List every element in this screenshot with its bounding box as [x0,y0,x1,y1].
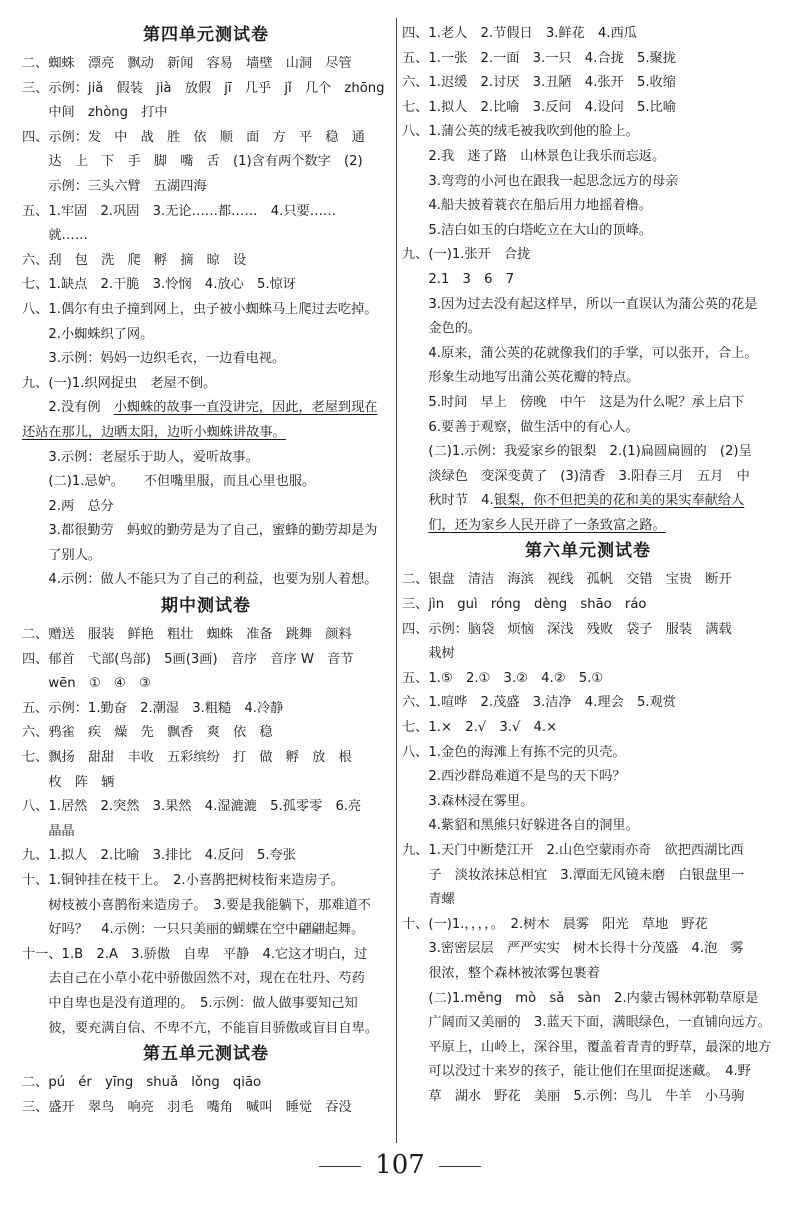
unit6-answers [402,568,774,1109]
answer-line: 八、1.居然 2.突然 3.果然 4.湿漉漉 5.孤零零 6.亮 [22,799,362,815]
answer-line: 四、1.老人 2.节假日 3.鲜花 4.西瓜 [402,26,637,41]
answer-line: 九、1.拟人 2.比喻 3.排比 4.反问 5.夸张 [22,848,296,864]
answer-line: 广阔而又美丽的 3.蓝天下面，满眼绿色，一直铺向远方。 [402,1015,771,1031]
answer-line: 二、蜘蛛 漂亮 飘动 新闻 容易 墙壁 山洞 尽管 [22,56,352,71]
column-divider [396,18,397,1143]
answer-line: 十一、1.B 2.A 3.骄傲 自卑 平静 4.它这才明白，过 [22,946,368,962]
answer-line: 了别人。 [22,547,102,563]
answer-line: 去自己在小草小花中骄傲固然不对，现在在牡丹、芍药 [22,971,365,987]
answer-line: 十、1.铜钟挂在枝干上。 2.小喜鹊把树枝衔来造房子。 [22,873,344,888]
answer-line: 好吗？ 4.示例：一只只美丽的蝴蝶在空中翩翩起舞。 [22,922,365,938]
answer-line: 七、1.拟人 2.比喻 3.反问 4.设问 5.比喻 [402,99,676,115]
answer-line: 六、鸦雀 疾 燥 先 飘香 爽 依 稳 [22,725,273,741]
answer-line: 二、赠送 服装 鲜艳 粗壮 蜘蛛 准备 跳舞 颜料 [22,627,352,643]
footer-dash [319,1166,361,1167]
answer-line: 淡绿色 变深变黄了 (3)清香 3.阳春三月 五月 中 [402,468,750,484]
answer-line: 九、(一)1.张开 合拢 [402,247,531,263]
answer-line: 四、郁首 弋部(鸟部) 5画(3画) 音序 音序 W 音节 [22,651,354,667]
answer-line [22,421,390,446]
answer-line: 3.都很勤劳 蚂蚁的勤劳是为了自己，蜜蜂的勤劳却是为 [22,523,378,539]
answer-line: 九、(一)1.织网捉虫 老屋不倒。 [22,375,217,391]
answer-line: 三、jìn guì róng dèng shāo ráo [402,597,647,613]
answer-line: 4.紫貂和黑熊只好躲进各自的洞里。 [402,818,639,834]
answer-line: 5.洁白如玉的白塔屹立在大山的顶峰。 [402,222,652,238]
answer-line: 七、飘扬 甜甜 丰收 五彩缤纷 打 做 孵 放 根 [22,750,352,766]
answer-line: 金色的。 [402,321,482,337]
answer-line: 3.因为过去没有起这样早，所以一直误认为蒲公英的花是 [402,296,758,312]
answer-line: 六、1.迟缓 2.讨厌 3.丑陋 4.张开 5.收缩 [402,75,676,91]
answer-line: 3.弯弯的小河也在跟我一起思念远方的母亲 [402,173,679,189]
left-column [22,22,390,1120]
answer-line: 五、1.一张 2.一面 3.一只 4.合拢 5.聚拢 [402,50,676,66]
underlined-answer: 小蜘蛛的故事一直没讲完，因此，老屋到现在 [113,400,378,416]
midterm-answers [22,623,390,1041]
unit5-answers [22,1071,390,1120]
underlined-answer: 银梨，你不但把美的花和美的果实奉献给人 [493,493,745,509]
answer-line: 四、示例：脑袋 烦恼 深浅 残败 袋子 服装 满载 [402,621,732,637]
answer-line [402,489,774,514]
answer-line: 六、刮 包 洗 爬 孵 摘 晾 设 [22,252,247,268]
section-title-midterm: 期中测试卷 [161,596,251,617]
answer-line: 六、1.喧哗 2.茂盛 3.洁净 4.理会 5.观赏 [402,695,676,711]
answer-line: 栽树 [402,646,455,662]
answer-line: 枚 阵 辆 [22,774,115,790]
answer-prefix: 秋时节 4. [402,493,494,509]
unit4-answers [22,52,390,593]
answer-line: 中间 zhòng 打中 [22,105,168,121]
answer-line [402,514,774,539]
answer-line: (二)1.示例：我爱家乡的银梨 2.(1)扁圆扁圆的 (2)呈 [402,444,752,460]
answer-line: 3.密密层层 严严实实 树木长得十分茂盛 4.泡 雾 [402,941,744,957]
answer-line: 可以没过十来岁的孩子，能让他们在里面捉迷藏。 4.野 [402,1064,751,1080]
answer-line: 五、1.牢固 2.巩固 3.无论……都…… 4.只要…… [22,203,337,219]
right-column [402,22,774,1110]
answer-line: 八、1.蒲公英的绒毛被我吹到他的脸上。 [402,124,639,140]
answer-line: 二、银盘 清洁 海滨 视线 孤帆 交错 宝贵 断开 [402,572,732,588]
answer-line: 八、1.金色的海滩上有拣不完的贝壳。 [402,744,626,760]
unit5-answers-continued [402,22,774,538]
answer-line: 示例：三头六臂 五湖四海 [22,178,207,194]
section-title-unit6: 第六单元测试卷 [525,541,651,562]
answer-line: 子 淡妆浓抹总相宜 3.潭面无风镜未磨 白银盘里一 [402,867,745,883]
answer-line: 五、1.⑤ 2.① 3.② 4.② 5.① [402,670,604,686]
answer-line: 平原上，山岭上，深谷里，覆盖着青青的野草，最深的地方 [402,1039,772,1055]
answer-line: 晶晶 [22,823,75,839]
answer-line: wēn ① ④ ③ [22,676,151,692]
answer-line [22,396,390,421]
page-number: 107 [375,1150,425,1180]
answer-line: 5.时间 早上 傍晚 中午 这是为什么呢？承上启下 [402,394,745,410]
page-footer [0,1150,800,1180]
answer-line: 2.两 总分 [22,498,114,514]
answer-line: 中自卑也是没有道理的。 5.示例：做人做事要知己知 [22,995,358,1011]
answer-line: 青螺 [402,892,455,908]
answer-line: 树枝被小喜鹊衔来造房子。 3.要是我能躺下，那难道不 [22,897,371,913]
answer-line: 七、1.× 2.√ 3.√ 4.× [402,720,558,736]
answer-line: 形象生动地写出蒲公英花瓣的特点。 [402,370,640,386]
footer-dash [439,1166,481,1167]
answer-line: 就…… [22,228,88,244]
answer-line: 很浓，整个森林被浓雾包裹着 [402,965,600,981]
section-title-unit4: 第四单元测试卷 [143,25,269,45]
answer-line: 四、示例：发 中 战 胜 依 顺 面 方 平 稳 通 [22,129,365,145]
answer-line: 十、(一)1.，，，，。 2.树木 晨雾 阳光 草地 野花 [402,916,708,932]
answer-line: (二)1.měng mò sǎ sàn 2.内蒙古锡林郭勒草原是 [402,990,759,1006]
answer-line: 三、示例：jiǎ 假装 jià 放假 jī 几乎 jǐ 几个 zhōng [22,80,385,96]
answer-line: 4.船夫披着蓑衣在船后用力地摇着橹。 [402,198,652,214]
answer-line: 2.我 迷了路 山林景色让我乐而忘返。 [402,148,666,164]
answer-line: 4.示例：做人不能只为了自己的利益，也要为别人着想。 [22,572,378,588]
answer-line: 3.示例：老屋乐于助人，爱听故事。 [22,449,259,465]
answer-line: 三、盛开 翠鸟 响亮 羽毛 嘴角 喊叫 睡觉 吞没 [22,1099,352,1115]
answer-line: 4.原来，蒲公英的花就像我们的手掌，可以张开，合上。 [402,345,758,361]
answer-line: (二)1.忌妒。 不但嘴里服，而且心里也服。 [22,474,316,490]
answer-line: 2.1 3 6 7 [402,271,515,287]
answer-line: 3.森林浸在雾里。 [402,793,534,809]
answer-line: 2.小蜘蛛织了网。 [22,326,154,342]
answer-line: 达 上 下 手 脚 嘴 舌 (1)含有两个数字 (2) [22,154,363,170]
answer-line: 3.示例：妈妈一边织毛衣，一边看电视。 [22,351,286,367]
answer-line: 草 湖水 野花 美丽 5.示例：鸟儿 牛羊 小马驹 [402,1088,745,1104]
answer-line: 七、1.缺点 2.干脆 3.怜悯 4.放心 5.惊讶 [22,277,296,293]
answer-line: 八、1.偶尔有虫子撞到网上，虫子被小蜘蛛马上爬过去吃掉。 [22,301,378,317]
underlined-answer: 还站在那儿，边晒太阳，边听小蜘蛛讲故事。 [22,424,286,440]
answer-line: 二、pú ér yīng shuǎ lǒng qiāo [22,1075,262,1091]
section-title-unit5: 第五单元测试卷 [143,1044,269,1065]
answer-line: 2.西沙群岛难道不是鸟的天下吗？ [402,769,626,785]
answer-prefix: 2.没有例 [22,400,114,416]
answer-line: 九、1.天门中断楚江开 2.山色空蒙雨亦奇 欲把西湖比西 [402,843,744,858]
underlined-answer: 们，还为家乡人民开辟了一条致富之路。 [428,517,666,533]
answer-line: 五、示例：1.勤奋 2.潮湿 3.粗糙 4.冷静 [22,700,284,716]
answer-line: 彼，要充满自信、不卑不亢，不能盲目骄傲或盲目自卑。 [22,1020,379,1036]
answer-line: 6.要善于观察，做生活中的有心人。 [402,419,639,435]
